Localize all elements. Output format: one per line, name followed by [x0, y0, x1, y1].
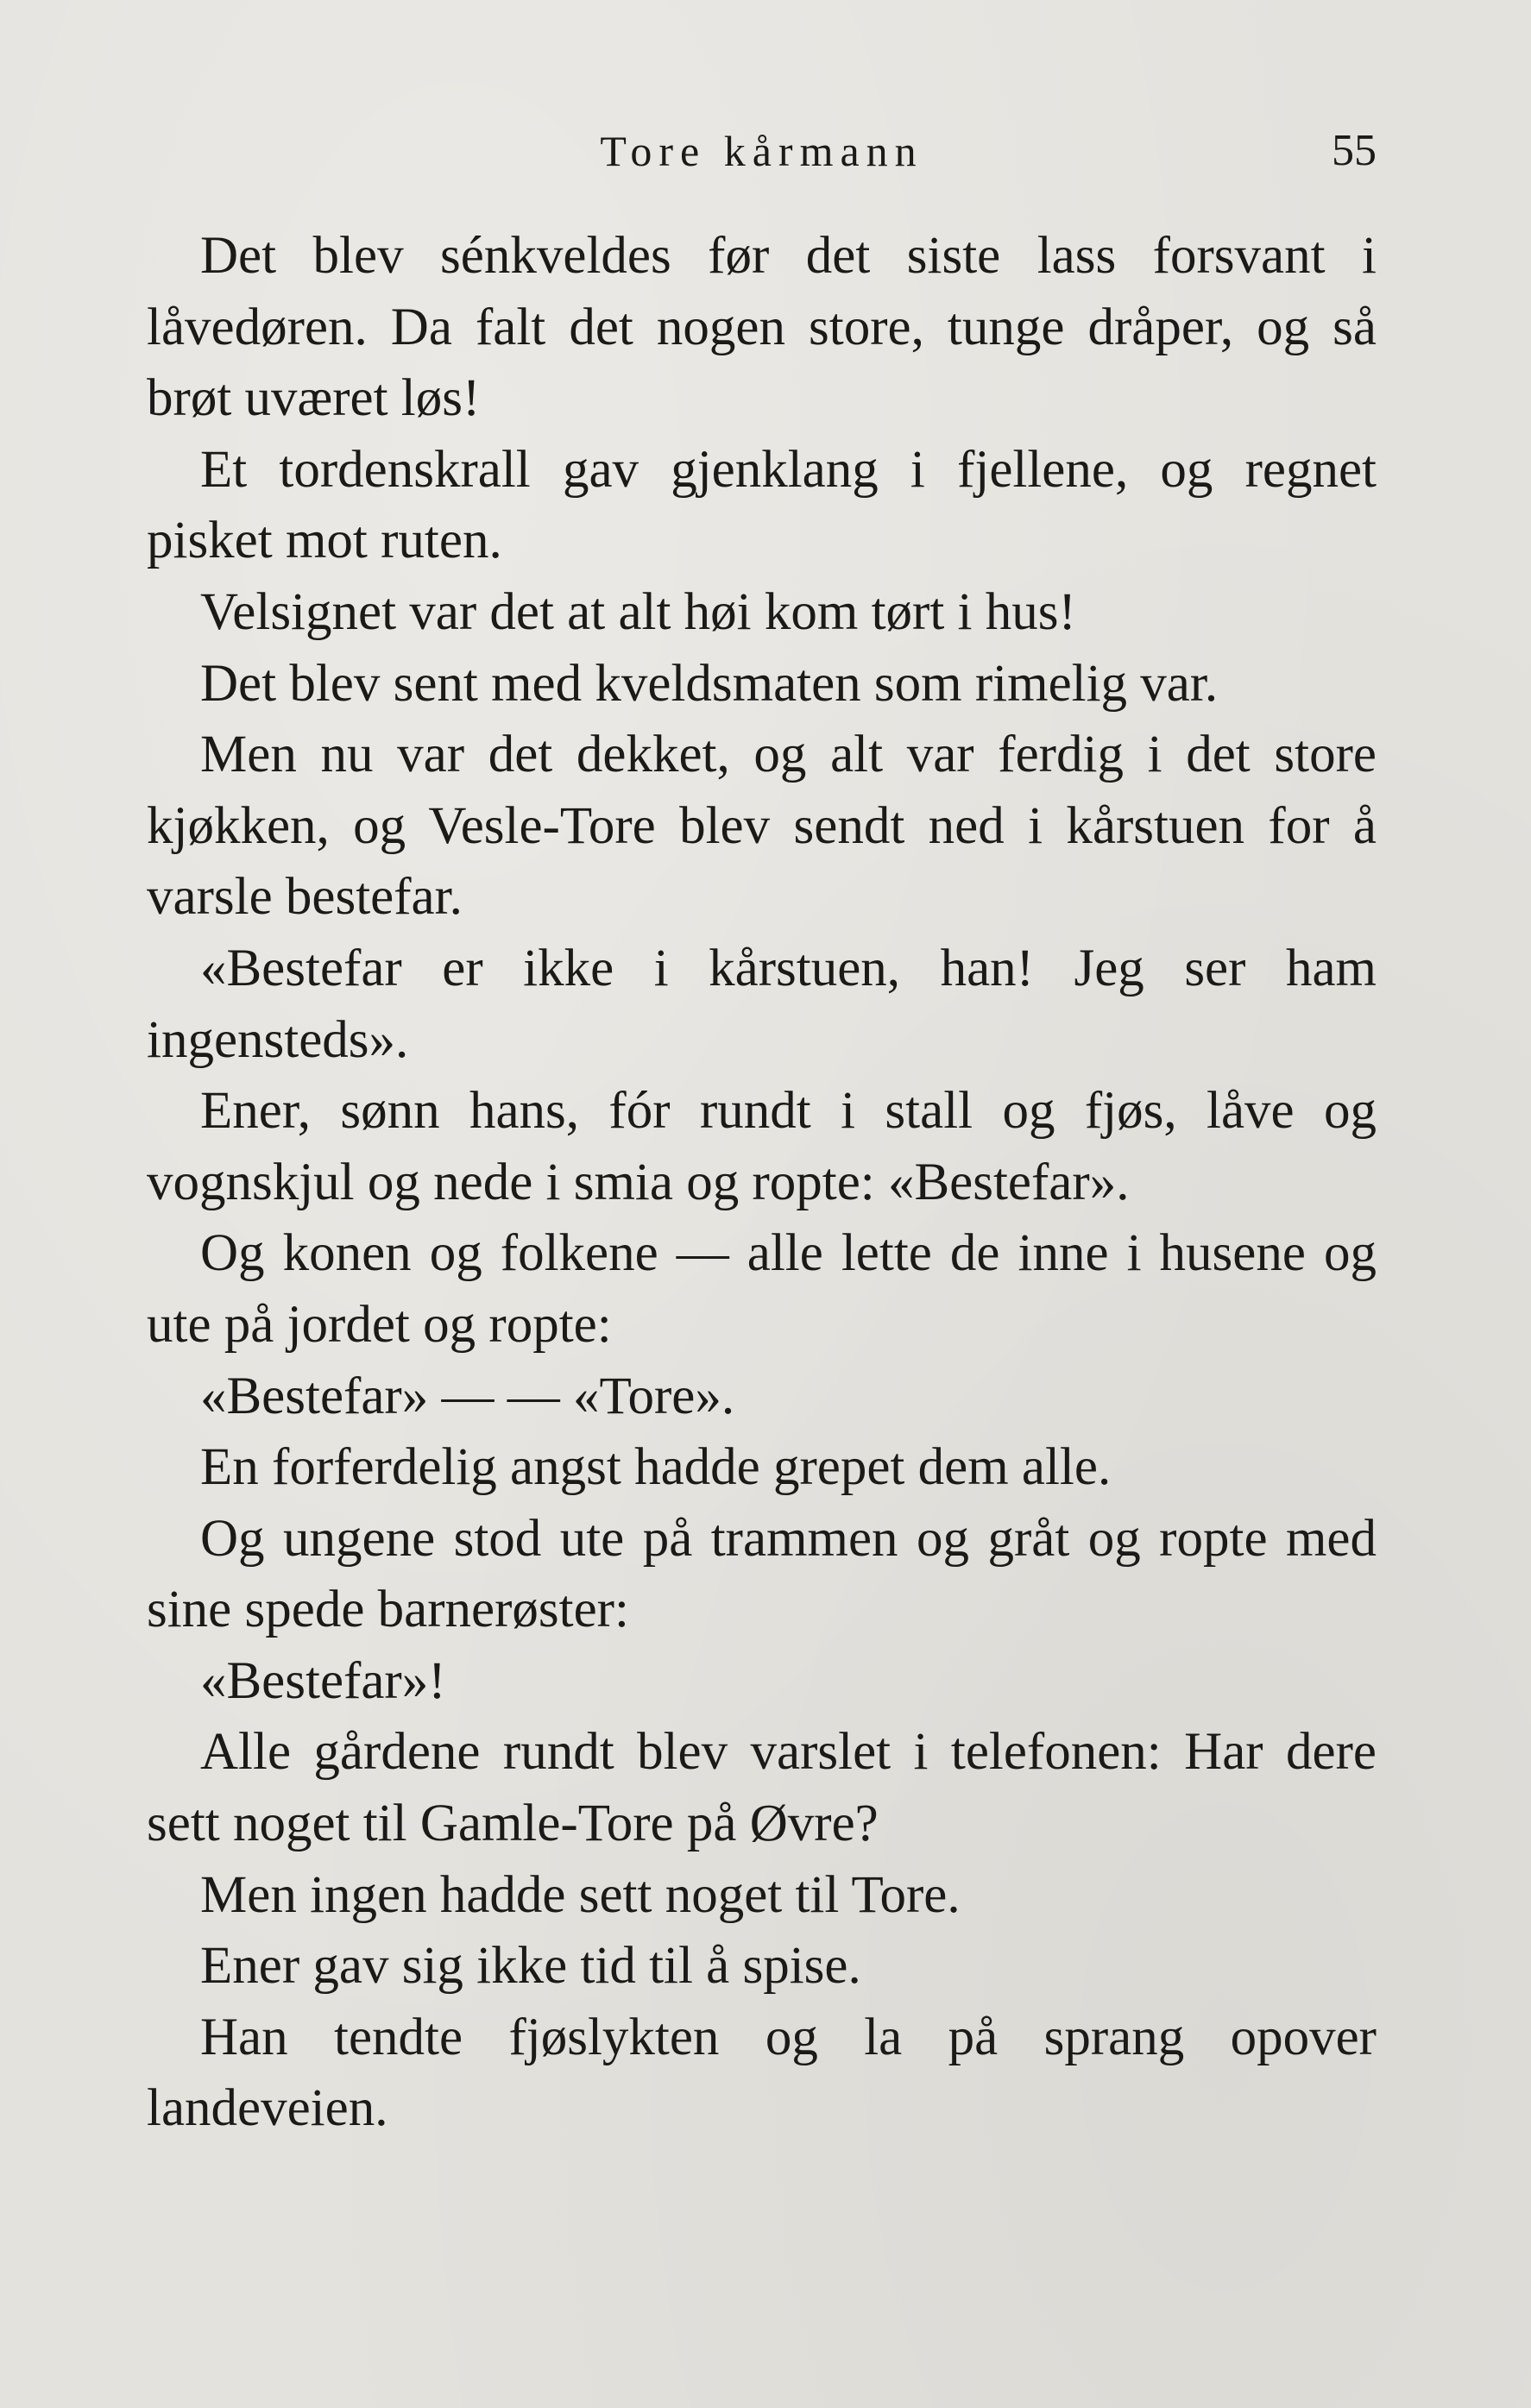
page-header: [147, 121, 1377, 181]
paragraph: «Bestefar er ikke i kårstuen, han! Jeg ser ham ingensteds».: [147, 939, 1377, 1069]
paragraph: Det blev sent med kveldsmaten som rimelig var.: [200, 654, 1219, 713]
paragraph: Ener gav sig ikke tid til å spise.: [200, 1937, 861, 1996]
paragraph: Men ingen hadde sett noget til Tore.: [200, 1865, 961, 1924]
paragraph: Han tendte fjøslykten og la på sprang opover landeveien.: [147, 2008, 1377, 2138]
paragraph: Et tordenskrall gav gjenklang i fjellene, og regnet pisket mot ruten.: [147, 440, 1377, 570]
paragraph: Velsignet var det at alt høi kom tørt i hus!: [200, 582, 1076, 641]
paragraph: Ener, sønn hans, fór rundt i stall og fjøs, låve og vognskjul og nede i smia og ropte: «Bestefar».: [147, 1082, 1377, 1211]
paragraph: Alle gårdene rundt blev varslet i telefonen: Har dere sett noget til Gamle-Tore på Øvre?: [147, 1723, 1377, 1853]
paragraph: En forferdelig angst hadde grepet dem alle.: [200, 1438, 1112, 1497]
paragraph: Og ungene stod ute på trammen og gråt og ropte med sine spede barnerøster:: [147, 1509, 1377, 1639]
paragraph: Og konen og folkene — alle lette de inne i husene og ute på jordet og ropte:: [147, 1224, 1377, 1354]
paragraph: «Bestefar» — — «Tore».: [200, 1367, 735, 1425]
page-number: 55: [1332, 126, 1377, 175]
running-title: Tore kårmann: [600, 127, 923, 175]
body-text: [147, 221, 1377, 2145]
paragraph: Det blev sénkveldes før det siste lass forsvant i låvedøren. Da falt det nogen store, tunge dråper, og så brøt uværet løs!: [147, 227, 1377, 428]
paragraph: «Bestefar»!: [200, 1651, 446, 1710]
paragraph: Men nu var det dekket, og alt var ferdig i det store kjøkken, og Vesle-Tore blev sendt ned i kårstuen for å varsle bestefar.: [147, 726, 1377, 927]
